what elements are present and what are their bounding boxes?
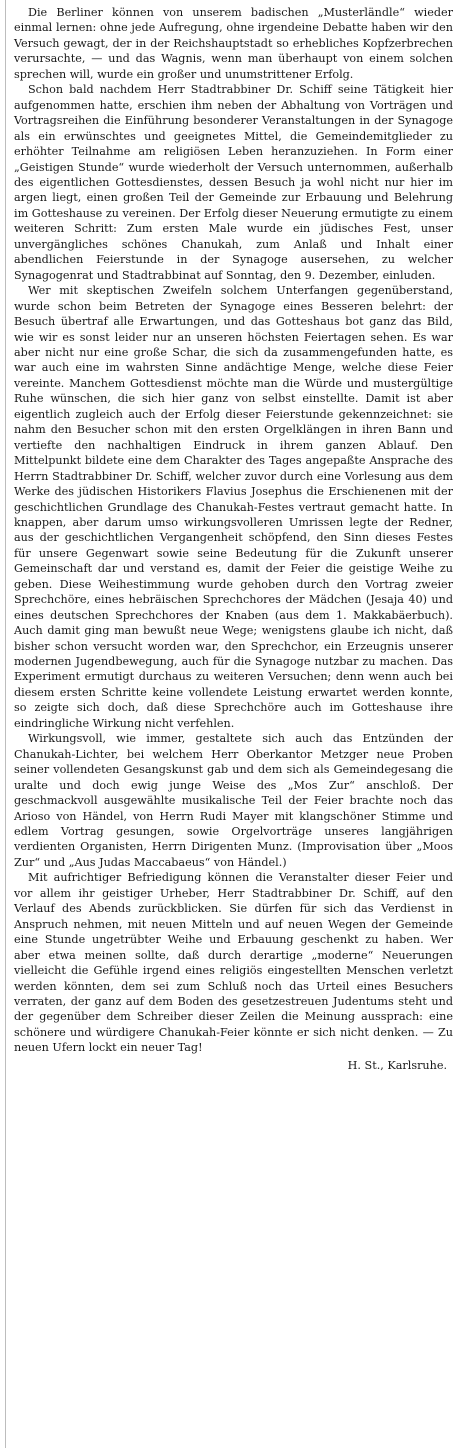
paragraph-music: Wirkungsvoll, wie immer, gestaltete sich auch das Entzünden der Chanukah-Lichter, bei welchem Herr Oberkantor Metzger neue Proben seiner vollendeten Gesangskunst gab und dem sich als Gemeindegesang die uralte und doch ewig junge Weise des „Mos Zur“ anschloß. Der geschmackvoll ausgewählte musikalische Teil der Feier brachte noch das Arioso von Händel, von Herrn Rudi Mayer mit klangschöner Stimme und edlem Vortrag gesungen, sowie Orgelvorträge unseres langjährigen verdienten Organisten, Herrn Dirigenten Munz. (Improvisation über „Moos Zur“ und „Aus Judas Maccabaeus“ von Händel.): [14, 732, 453, 869]
paragraph-intro: Die Berliner können von unserem badischen „Musterländle“ wieder einmal lernen: ohne jede Aufregung, ohne irgendeine Debatte haben wir den Versuch gewagt, der in der Reichshauptstadt so erhebliches Kopfzerbrechen verursachte, — und das Wagnis, wenn man überhaupt von einem solchen sprechen will, wurde ein großer und unumstrittener Erfolg.: [14, 6, 453, 81]
paragraph-background: Schon bald nachdem Herr Stadtrabbiner Dr. Schiff seine Tätigkeit hier aufgenommen hatte, erschien ihm neben der Abhaltung von Vorträgen und Vortragsreihen die Einführung besonderer Veranstaltungen in der Synagoge als ein erwünschtes und geeignetes Mittel, die Gemeindemitglieder zu erhöhter Teilnahme am religiösen Leben heranzuziehen. In Form einer „Geistigen Stunde“ wurde wiederholt der Versuch unternommen, außerhalb des eigentlichen Gottesdienstes, dessen Besuch ja wohl nicht nur hier im argen liegt, einen großen Teil der Gemeinde zur Erbauung und Belehrung im Gotteshause zu vereinen. Der Erfolg dieser Neuerung ermutigte zu einem weiteren Schritt: Zum ersten Male wurde ein jüdisches Fest, unser unvergängliches schönes Chanukah, zum Anlaß und Inhalt einer abendlichen Feierstunde in der Synagoge ausersehen, zu welcher Synagogenrat und Stadtrabbinat auf Sonntag, den 9. Dezember, einluden.: [14, 83, 453, 282]
author-signature: H. St., Karlsruhe.: [347, 1058, 447, 1072]
paragraph-conclusion: Mit aufrichtiger Befriedigung können die Veranstalter dieser Feier und vor allem ihr geistiger Urheber, Herr Stadtrabbiner Dr. Schiff, auf den Verlauf des Abends zurückblicken. Sie dürfen für sich das Verdienst in Anspruch nehmen, mit neuen Mitteln und auf neuen Wegen der Gemeinde eine Stunde ungetrübter Weihe und Erbauung geschenkt zu haben. Wer aber etwa meinen sollte, daß durch derartige „moderne“ Neuerungen vielleicht die Gefühle irgend eines religiös eingestellten Menschen verletzt werden könnten, dem sei zum Schluß noch das Urteil eines Besuchers verraten, der ganz auf dem Boden des gesetzestreuen Judentums steht und der gegenüber dem Schreiber dieser Zeilen die Meinung aussprach: eine schönere und würdigere Chanukah-Feier könnte er sich nicht denken. — Zu neuen Ufern lockt ein neuer Tag!: [14, 871, 453, 1055]
paragraph-event-report: Wer mit skeptischen Zweifeln solchem Unterfangen gegenüberstand, wurde schon beim Betreten der Synagoge eines Besseren belehrt: der Besuch übertraf alle Erwartungen, und das Gotteshaus bot ganz das Bild, wie wir es sonst leider nur an unseren höchsten Feiertagen sehen. Es war aber nicht nur eine große Schar, die sich da zusammengefunden hatte, es war auch eine im wahrsten Sinne andächtige Menge, welche diese Feier vereinte. Manchem Gottesdienst möchte man die Würde und mustergültige Ruhe wünschen, die sich hier ganz von selbst einstellte. Damit ist aber eigentlich zugleich auch der Erfolg dieser Feierstunde gekennzeichnet: sie nahm den Besucher schon mit den ersten Orgelklängen in ihren Bann und vertiefte den nachhaltigen Eindruck in ihrem ganzen Ablauf. Den Mittelpunkt bildete eine dem Charakter des Tages angepaßte Ansprache des Herrn Stadtrabbiner Dr. Schiff, welcher zuvor durch eine Vorlesung aus dem Werke des jüdischen Historikers Flavius Josephus die Erschienenen mit der geschichtlichen Grundlage des Chanukah-Festes vertraut gemacht hatte. In knappen, aber darum umso wirkungsvolleren Umrissen legte der Redner, aus der geschichtlichen Vergangenheit schöpfend, den Sinn dieses Festes für unsere Gegenwart sowie seine Bedeutung für die Zukunft unserer Gemeinschaft dar und verstand es, damit der Feier die geistige Weihe zu geben. Diese Weihestimmung wurde gehoben durch den Vortrag zweier Sprechchöre, eines hebräischen Sprechchores der Mädchen (Jesaja 40) und eines deutschen Sprechchores der Knaben (aus dem 1. Makkabäerbuch). Auch damit ging man bewußt neue Wege; wenigstens glaube ich nicht, daß bisher schon versucht worden war, den Sprechchor, ein Erzeugnis unserer modernen Jugendbewegung, auch für die Synagoge nutzbar zu machen. Das Experiment ermutigt durchaus zu weiteren Versuchen; denn wenn auch bei diesem ersten Schritte keine vollendete Leistung erwartet werden konnte, so zeigte sich doch, daß diese Sprechchöre auch im Gotteshause ihre eindringliche Wirkung nicht verfehlen.: [14, 284, 453, 730]
